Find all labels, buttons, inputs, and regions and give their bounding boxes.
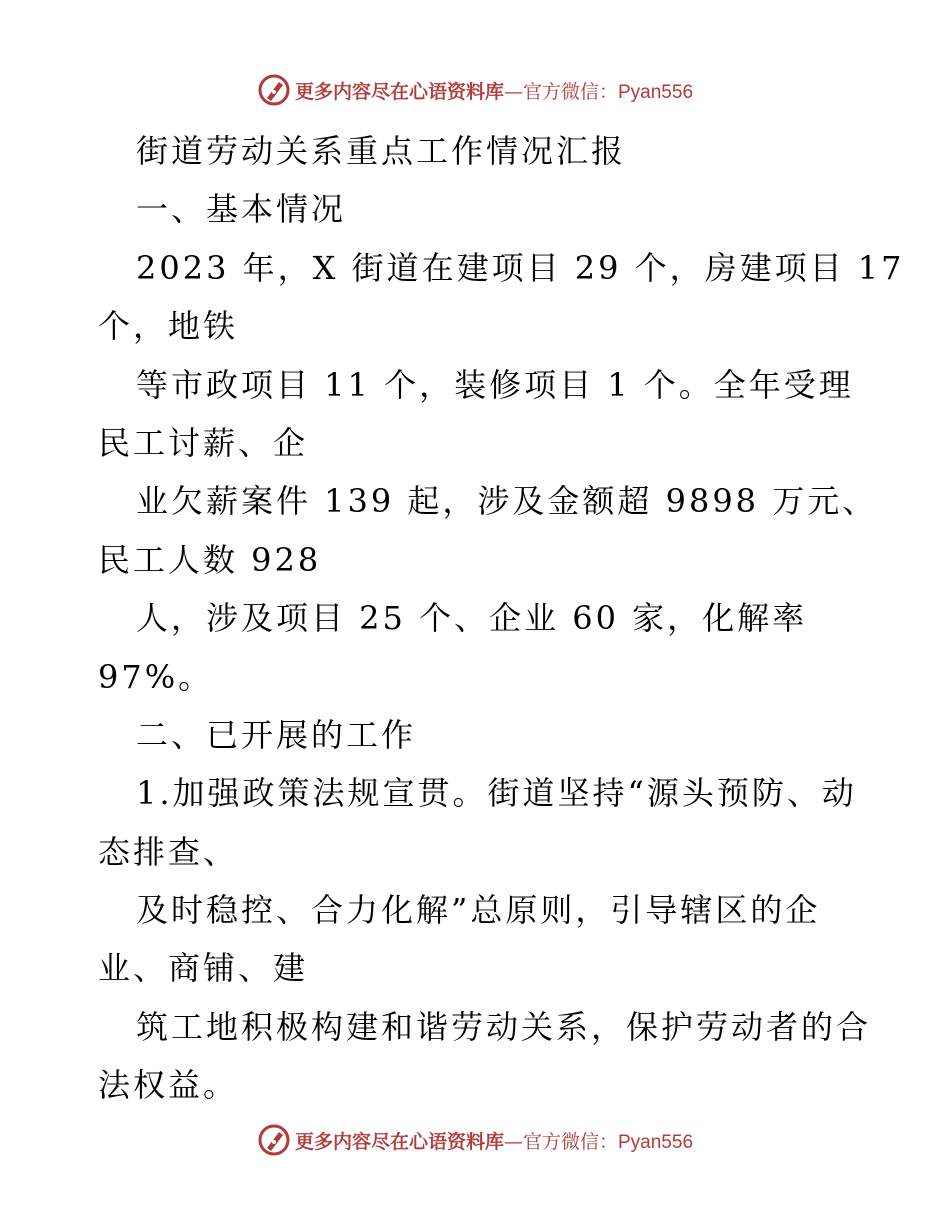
banner-dash: — xyxy=(503,1130,523,1153)
document-line: 业、商铺、建 xyxy=(98,949,309,988)
document-line: 街道劳动关系重点工作情况汇报 xyxy=(136,132,627,170)
document-line: 及时稳控、合力化解”总原则，引导辖区的企 xyxy=(136,891,821,930)
document-line: 民工讨薪、企 xyxy=(98,423,309,462)
document-line: 民工人数 928 xyxy=(98,540,322,579)
banner-dash: — xyxy=(503,80,523,103)
document-line: 法权益。 xyxy=(98,1066,239,1105)
banner-main-text: 更多内容尽在心语资料库 xyxy=(294,80,504,103)
banner-account: Pyan556 xyxy=(618,1131,694,1153)
banner-text xyxy=(295,77,693,104)
pen-nib-logo-icon xyxy=(257,73,291,107)
document-line: 97%。 xyxy=(98,657,214,696)
document-line: 筑工地积极构建和谐劳动关系，保护劳动者的合 xyxy=(136,1007,872,1046)
document-line: 二、已开展的工作 xyxy=(136,715,417,754)
banner-main-text: 更多内容尽在心语资料库 xyxy=(294,1130,504,1153)
document-line: 个，地铁 xyxy=(98,307,239,346)
document-line: 等市政项目 11 个，装修项目 1 个。全年受理 xyxy=(136,365,854,404)
document-line: 2023 年，X 街道在建项目 29 个，房建项目 17 xyxy=(136,248,905,287)
pen-nib-logo-icon xyxy=(257,1123,291,1157)
footer-banner xyxy=(0,1120,950,1160)
header-banner xyxy=(0,70,950,110)
banner-suffix-text: 官方微信： xyxy=(522,80,618,103)
banner-account: Pyan556 xyxy=(618,81,694,103)
document-line: 态排查、 xyxy=(98,832,239,871)
document-line: 人，涉及项目 25 个、企业 60 家，化解率 xyxy=(136,599,808,638)
banner-text xyxy=(295,1127,693,1154)
document-line: 一、基本情况 xyxy=(136,190,347,229)
document-body xyxy=(98,122,905,1115)
document-line: 业欠薪案件 139 起，涉及金额超 9898 万元、 xyxy=(136,482,878,521)
document-line: 1.加强政策法规宣贯。街道坚持“源头预防、动 xyxy=(136,774,857,813)
banner-suffix-text: 官方微信： xyxy=(522,1130,618,1153)
